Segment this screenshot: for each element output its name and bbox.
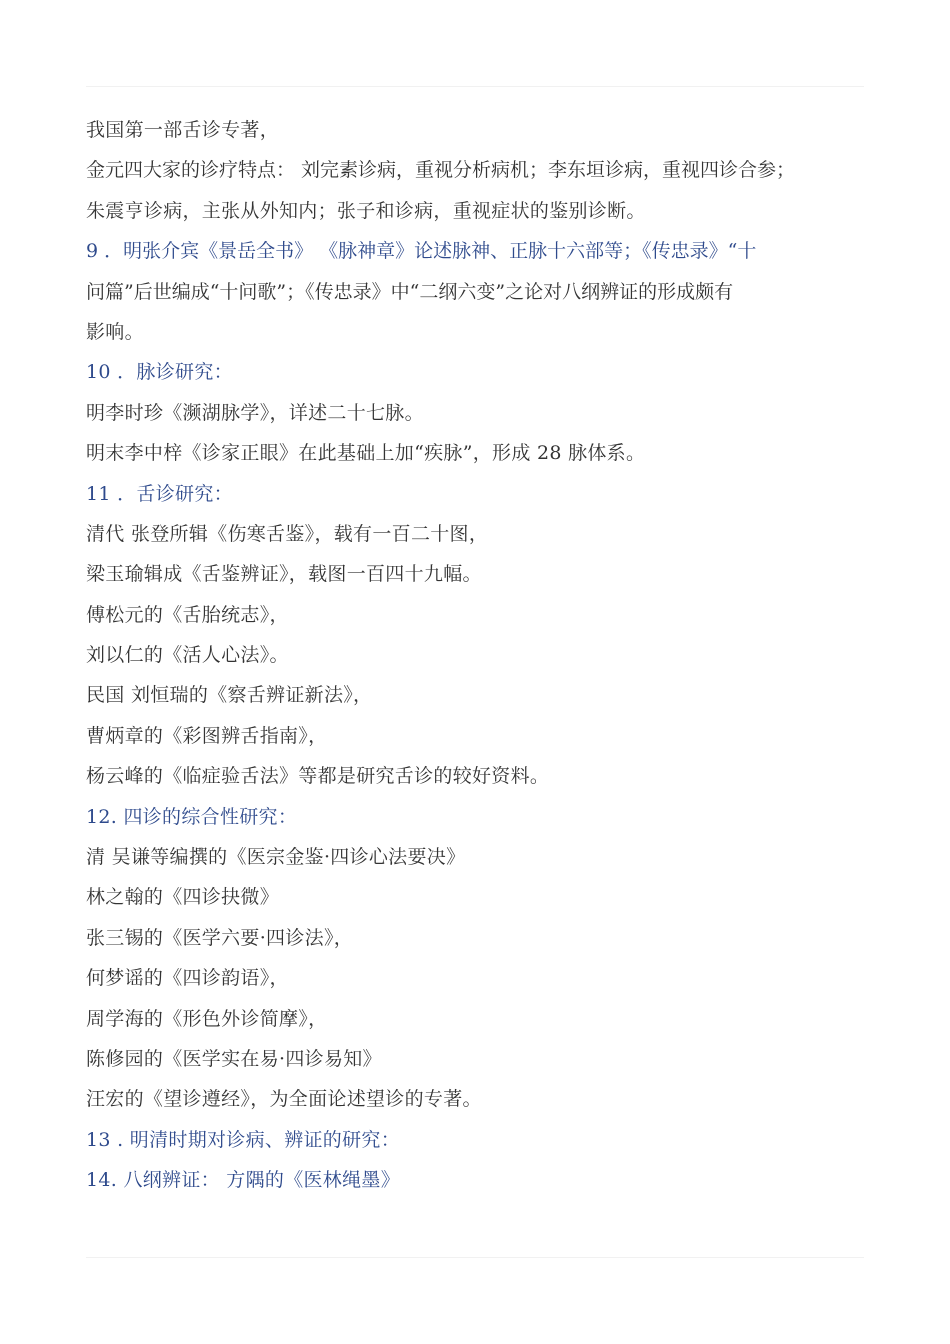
text-line: 问篇”后世编成“十问歌”；《传忠录》中“二纲六变”之论对八纲辨证的形成颇有 bbox=[86, 280, 734, 303]
top-rule bbox=[86, 86, 864, 87]
text-line: 杨云峰的《临症验舌法》等都是研究舌诊的较好资料。 bbox=[86, 765, 550, 788]
text-line: 汪宏的《望诊遵经》，为全面论述望诊的专著。 bbox=[86, 1088, 482, 1111]
text-line: 傅松元的《舌胎统志》， bbox=[86, 603, 289, 626]
section-heading: 9 ．明张介宾《景岳全书》 《脉神章》论述脉神、正脉十六部等；《传忠录》“十 bbox=[86, 240, 757, 263]
text-line: 刘以仁的《活人心法》。 bbox=[86, 644, 289, 667]
section-heading: 11 ．舌诊研究： bbox=[86, 482, 233, 505]
text-line: 民国 刘恒瑞的《察舌辨证新法》， bbox=[86, 684, 373, 707]
text-line: 明末李中梓《诊家正眼》在此基础上加“疾脉”，形成 28 脉体系。 bbox=[86, 442, 646, 465]
text-line: 清 吴谦等编撰的《医宗金鉴·四诊心法要决》 bbox=[86, 846, 466, 869]
text-line: 影响。 bbox=[86, 320, 144, 343]
text-line: 明李时珍《濒湖脉学》，详述二十七脉。 bbox=[86, 401, 424, 424]
text-line: 梁玉瑜辑成《舌鉴辨证》，载图一百四十九幅。 bbox=[86, 563, 482, 586]
section-heading: 12. 四诊的综合性研究： bbox=[86, 805, 298, 828]
text-line: 金元四大家的诊疗特点： 刘完素诊病，重视分析病机；李东垣诊病，重视四诊合参； bbox=[86, 159, 796, 182]
text-line: 何梦谣的《四诊韵语》， bbox=[86, 967, 289, 990]
section-heading: 13 . 明清时期对诊病、辨证的研究： bbox=[86, 1128, 400, 1151]
section-heading: 14. 八纲辨证： 方隅的《医林绳墨》 bbox=[86, 1169, 400, 1192]
section-heading: 10 ．脉诊研究： bbox=[86, 361, 233, 384]
text-line: 周学海的《形色外诊简摩》， bbox=[86, 1007, 328, 1030]
text-line: 曹炳章的《彩图辨舌指南》， bbox=[86, 724, 328, 747]
text-line: 我国第一部舌诊专著， bbox=[86, 119, 280, 141]
text-line: 张三锡的《医学六要·四诊法》， bbox=[86, 926, 354, 949]
text-line: 清代 张登所辑《伤寒舌鉴》，载有一百二十图， bbox=[86, 522, 489, 545]
text-line: 林之翰的《四诊抉微》 bbox=[86, 886, 280, 909]
document-body bbox=[86, 110, 876, 1201]
text-line: 陈修园的《医学实在易·四诊易知》 bbox=[86, 1047, 382, 1070]
text-line: 朱震亨诊病，主张从外知内；张子和诊病，重视症状的鉴别诊断。 bbox=[86, 199, 646, 222]
bottom-rule bbox=[86, 1257, 864, 1258]
